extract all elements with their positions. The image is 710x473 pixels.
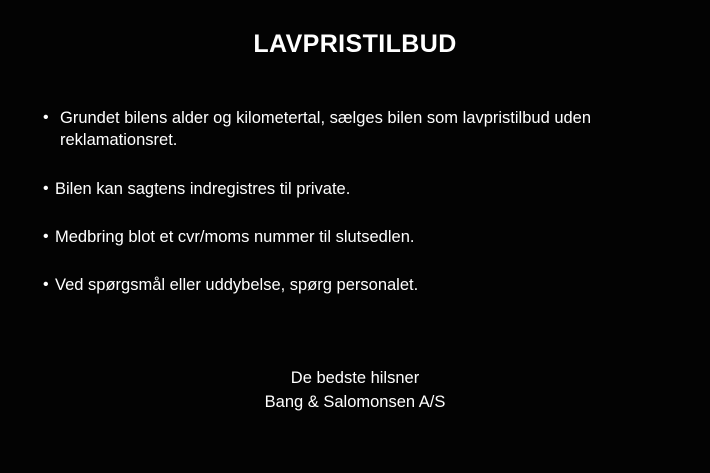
list-item-label: Bilen kan sagtens indregistres til private. xyxy=(55,179,351,198)
closing-line-1: De bedste hilsner xyxy=(290,369,420,387)
bullet-list xyxy=(0,107,710,296)
closing-signature xyxy=(0,367,710,415)
bullet-dot-icon: • xyxy=(43,276,49,294)
list-item xyxy=(43,178,650,200)
list-item-label: Medbring blot et cvr/moms nummer til slutsedlen. xyxy=(55,227,415,246)
bullet-dot-icon: • xyxy=(43,179,49,197)
list-item-label: Ved spørgsmål eller uddybelse, spørg personalet. xyxy=(55,276,419,295)
list-item xyxy=(43,226,650,248)
bullet-dot-icon: • xyxy=(43,109,49,126)
page-title: LAVPRISTILBUD xyxy=(253,30,457,58)
bullet-dot-icon: • xyxy=(43,227,49,245)
list-item xyxy=(43,107,650,152)
list-item xyxy=(43,274,650,296)
list-item-label: Grundet bilens alder og kilometertal, sælges bilen som lavpristilbud uden reklamationsret. xyxy=(60,109,592,150)
closing-line-2: Bang & Salomonsen A/S xyxy=(264,392,446,411)
